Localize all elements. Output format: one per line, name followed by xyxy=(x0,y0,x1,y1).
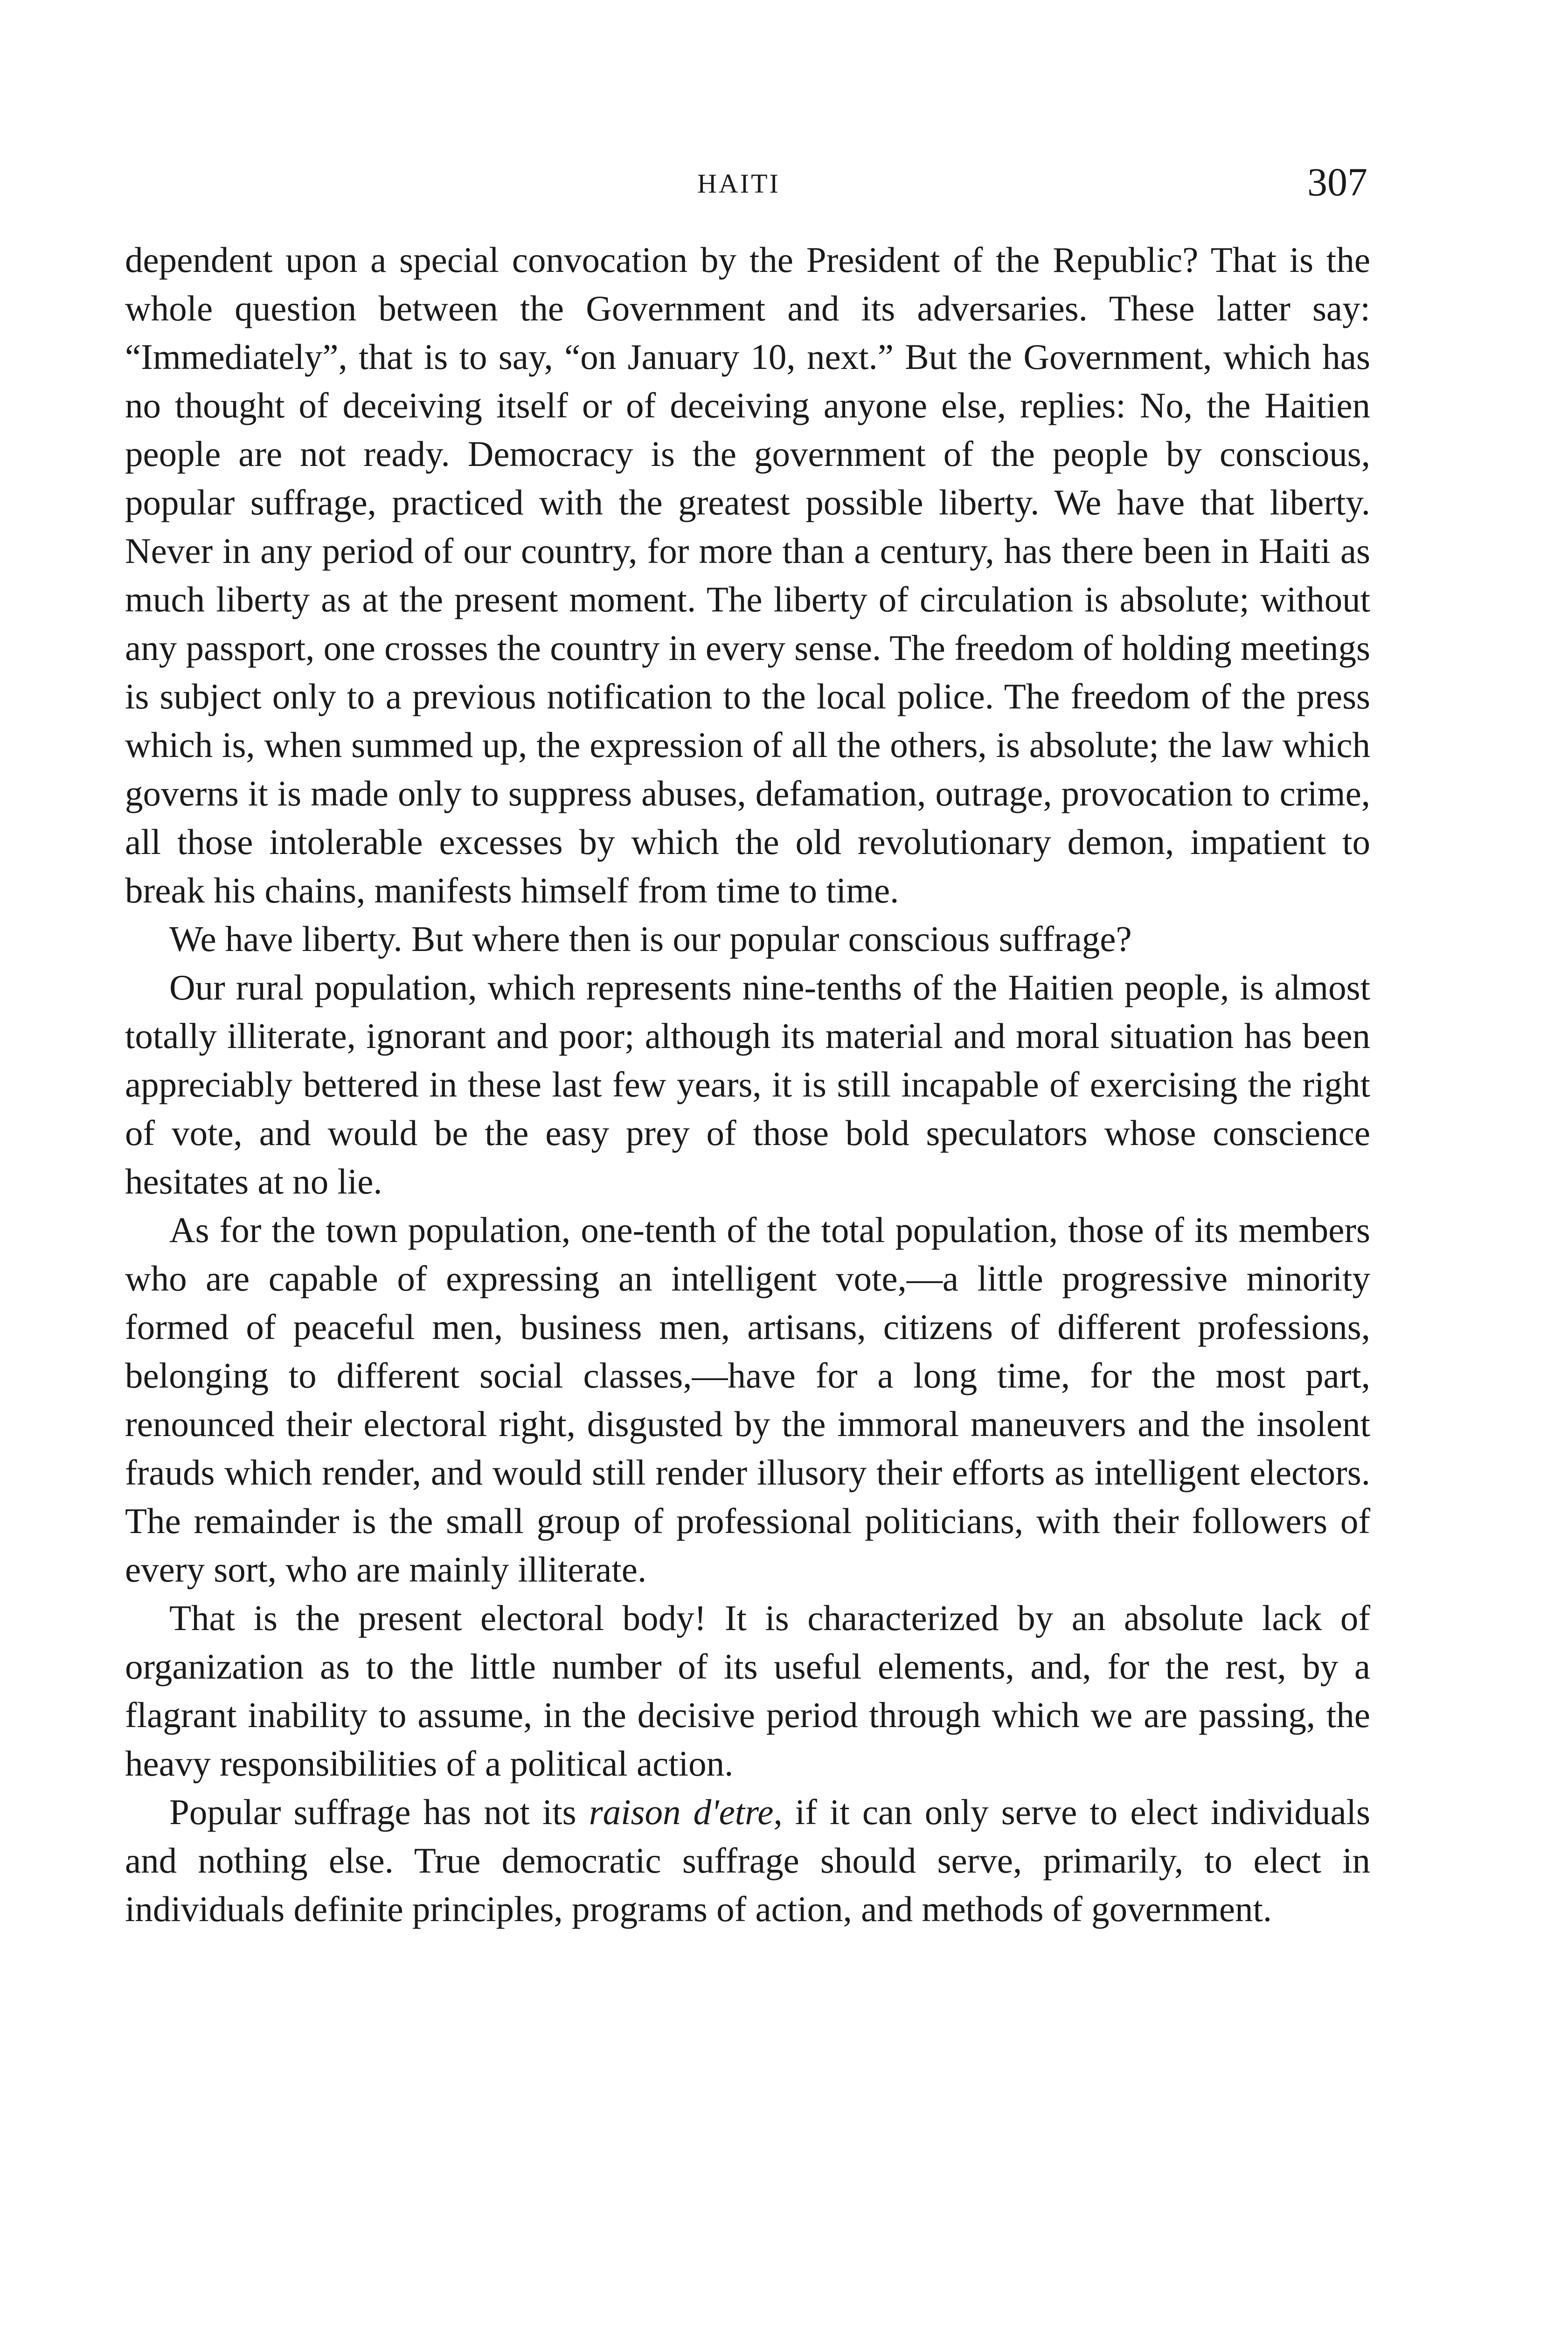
paragraph-6 xyxy=(125,1788,1370,1933)
paragraph-5: That is the present electoral body! It is characterized by an absolute lack of organization as to the little number of its useful elements, and, for the rest, by a flagrant inability to assume, in the decisive period through which we are passing, the heavy responsibilities of a political action. xyxy=(125,1598,1370,1784)
paragraph-6-start: Popular suffrage has not its xyxy=(169,1792,589,1832)
paragraph-1: dependent upon a special convocation by the President of the Republic? That is the whole question between the Government and its adversaries. These latter say: “Immediately”, that is to say, “on January 10, next.” But the Government, which has no thought of deceiving itself or of deceiving anyone else, replies: No, the Haitien people are not ready. Democracy is the government of the people by conscious, popular suffrage, practiced with the greatest possible liberty. We have that liberty. Never in any period of our country, for more than a century, has there been in Haiti as much liberty as at the present moment. The liberty of circulation is absolute; without any passport, one crosses the country in every sense. The freedom of holding meetings is subject only to a previous notification to the local police. The freedom of the press which is, when summed up, the expression of all the others, is absolute; the law which governs it is made only to suppress abuses, defamation, outrage, provocation to crime, all those intolerable excesses by which the old revolutionary demon, impatient to break his chains, manifests himself from time to time. xyxy=(125,240,1370,910)
paragraph-6-end: , if it can only serve to elect individuals and nothing else. True democratic suffrage should serve, primarily, to elect in individuals definite principles, programs of action, and methods of government. xyxy=(125,1792,1370,1929)
paragraph-2: We have liberty. But where then is our popular conscious suffrage? xyxy=(169,919,1132,959)
body-text xyxy=(125,236,1370,1933)
page-number: 307 xyxy=(1307,160,1367,204)
paragraph-3: Our rural population, which represents nine-tenths of the Haitien people, is almost totally illiterate, ignorant and poor; although its material and moral situation has been appreciably bettered in these last few years, it is still incapable of exercising the right of vote, and would be the easy prey of those bold speculators whose conscience hesitates at no lie. xyxy=(125,967,1370,1201)
running-title: HAITI xyxy=(697,168,780,199)
paragraph-4: As for the town population, one-tenth of the total population, those of its members who are capable of expressing an intelligent vote,—a little progressive minority formed of peaceful men, business men, artisans, citizens of different professions, belonging to different social classes,—have for a long time, for the most part, renounced their electoral right, disgusted by the immoral maneuvers and the insolent frauds which render, and would still render illusory their efforts as intelligent electors. The remainder is the small group of professional politicians, with their followers of every sort, who are mainly illiterate. xyxy=(125,1210,1370,1589)
running-head xyxy=(0,159,1568,215)
italic-phrase: raison d'etre xyxy=(589,1792,774,1832)
